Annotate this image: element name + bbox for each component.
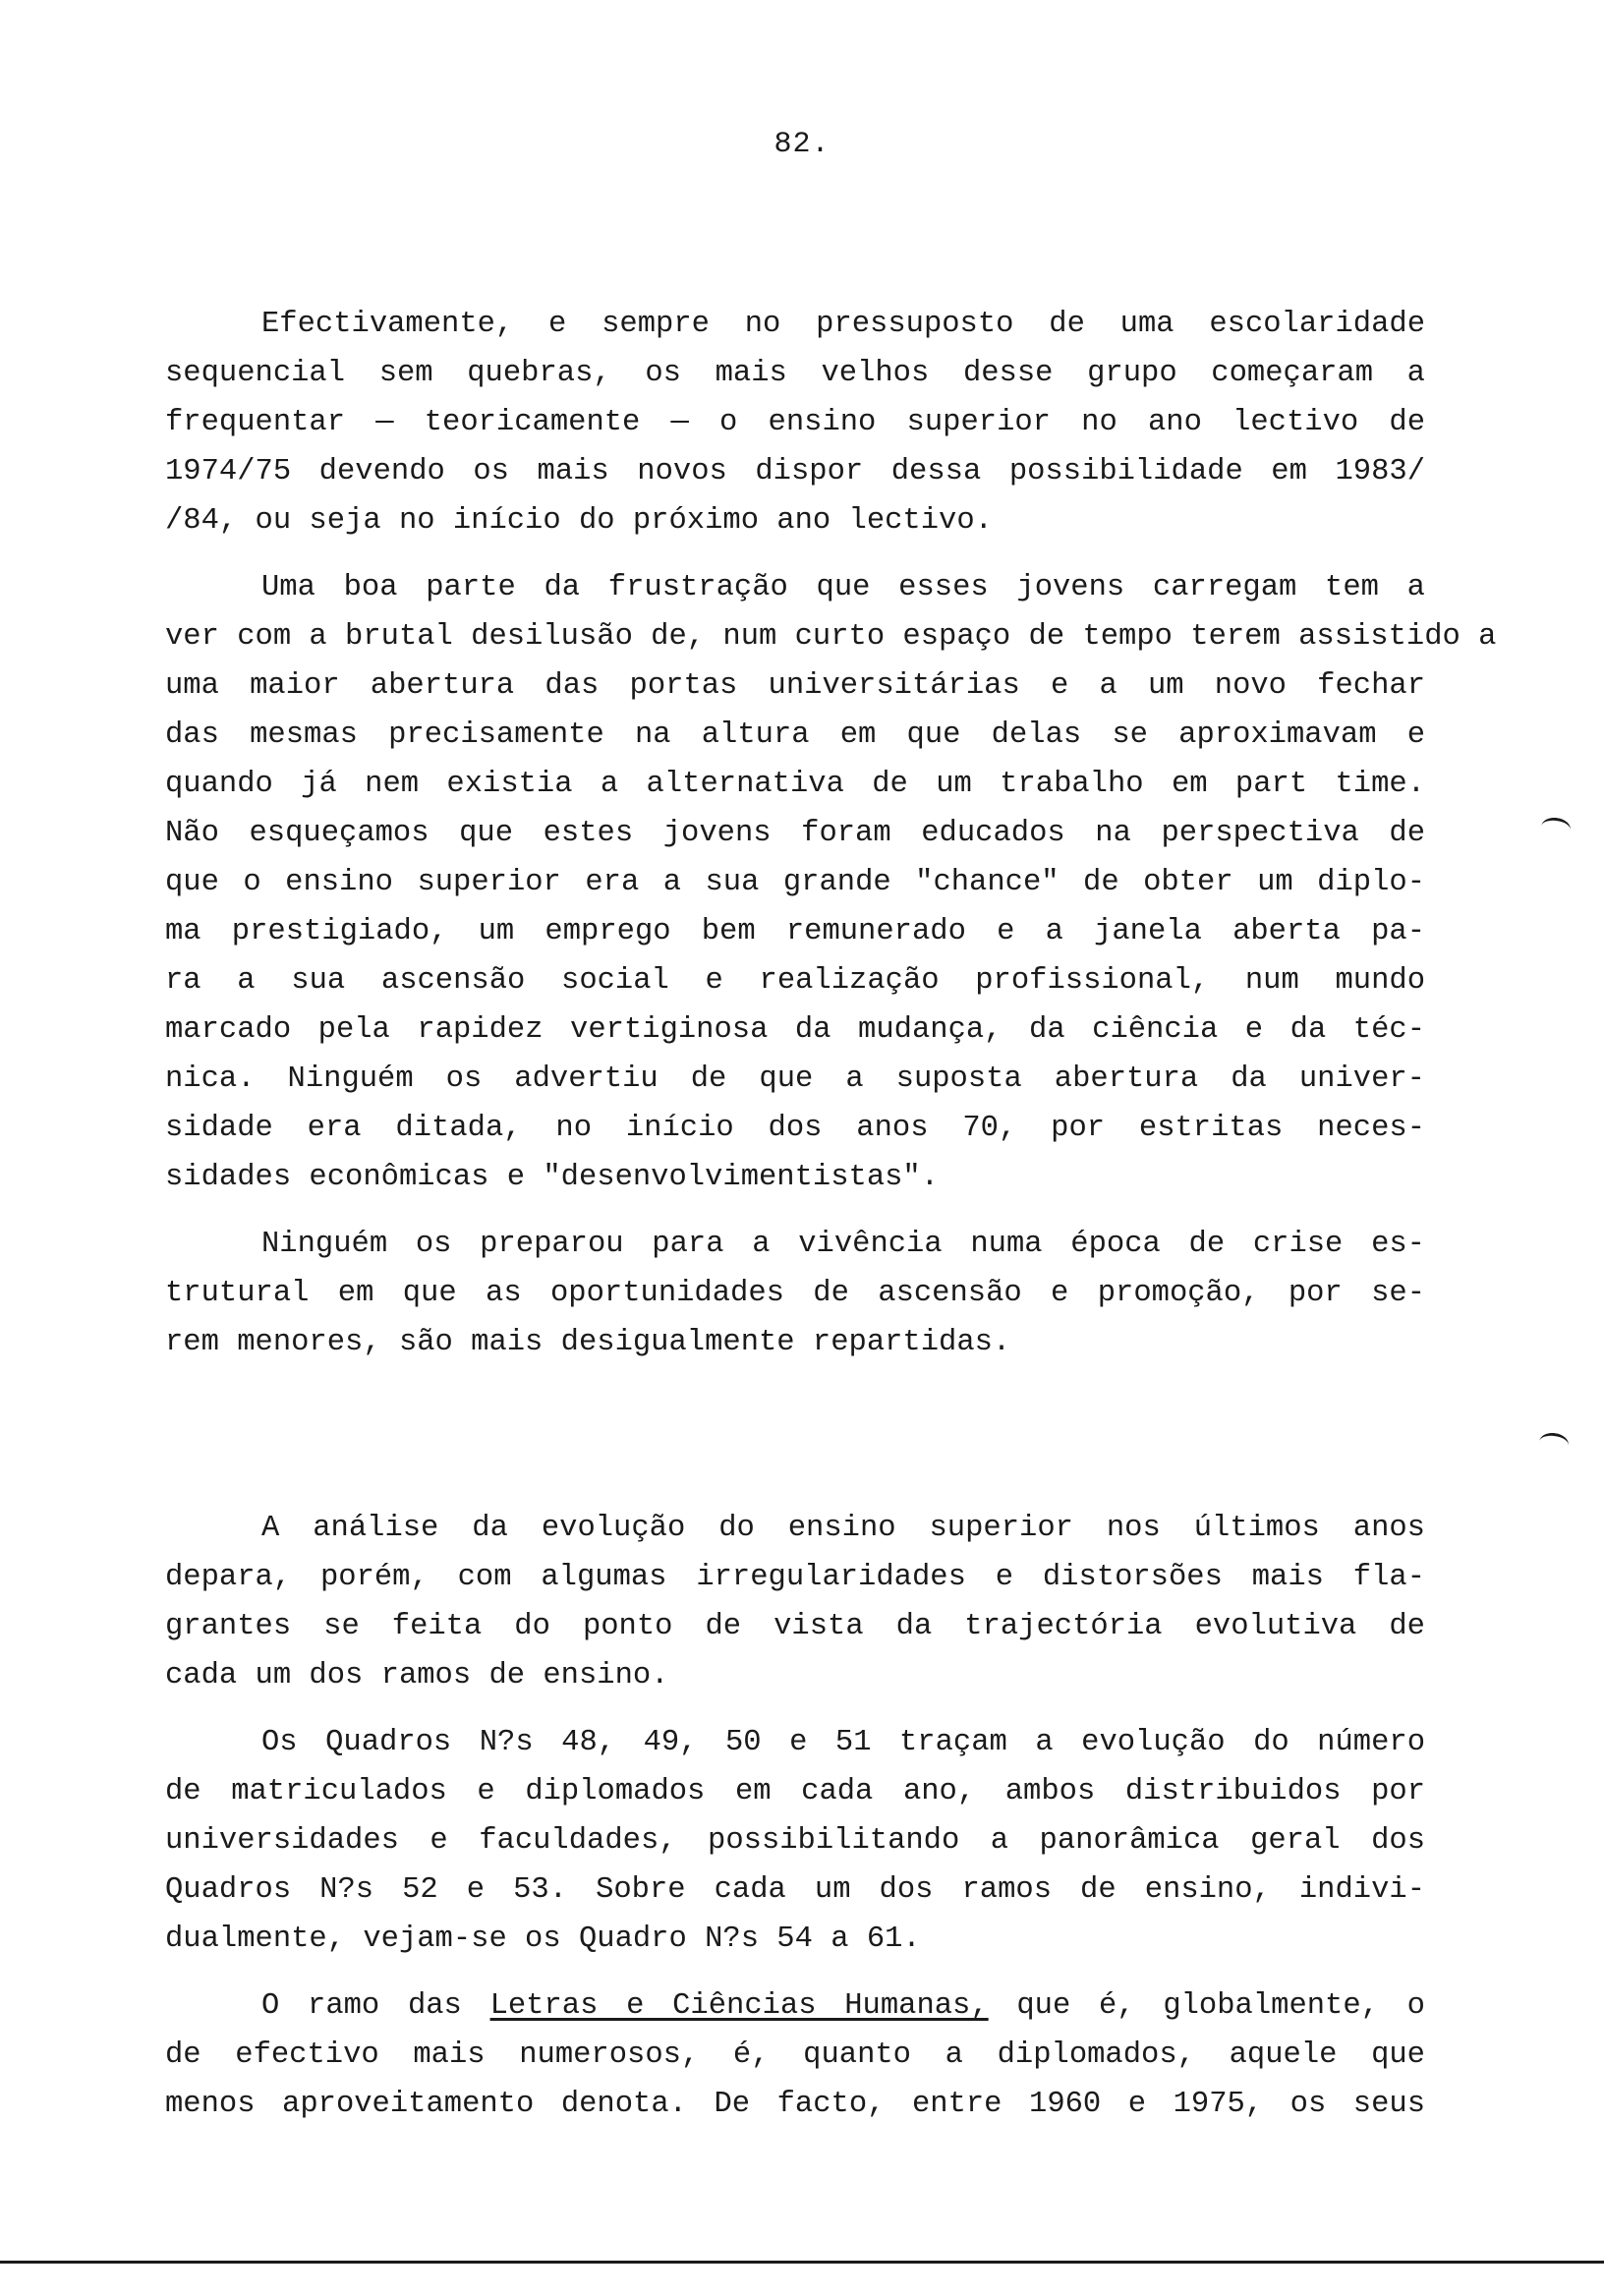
paragraph <box>165 1504 1425 1700</box>
text-line: dualmente, vejam-se os Quadro N?s 54 a 61. <box>165 1923 921 1956</box>
text-line: marcado pela rapidez vertiginosa da mudança, da ciência e da téc- <box>165 1013 1425 1047</box>
paragraph <box>165 1718 1425 1964</box>
text-line: que o ensino superior era a sua grande "chance" de obter um diplo- <box>165 866 1425 899</box>
text-line <box>165 1981 1425 2031</box>
text-line: menos aproveitamento denota. De facto, entre 1960 e 1975, os seus <box>165 2088 1425 2121</box>
page-number: 82. <box>773 128 831 161</box>
text-line: trutural em que as oportunidades de ascensão e promoção, por se- <box>165 1277 1425 1310</box>
text-line: Efectivamente, e sempre no pressuposto de uma escolaridade <box>261 308 1425 341</box>
paragraph <box>165 563 1497 1202</box>
text-line: universidades e faculdades, possibilitando a panorâmica geral dos <box>165 1824 1425 1858</box>
text-line: ma prestigiado, um emprego bem remunerado e a janela aberta pa- <box>165 915 1425 948</box>
paragraph <box>165 1220 1425 1367</box>
text-line: A análise da evolução do ensino superior nos últimos anos <box>261 1512 1425 1545</box>
text-line: uma maior abertura das portas universitárias e a um novo fechar <box>165 669 1425 703</box>
text-line: Ninguém os preparou para a vivência numa época de crise es- <box>261 1228 1425 1261</box>
text-line: Uma boa parte da frustração que esses jovens carregam tem a <box>261 571 1425 604</box>
text-line: sequencial sem quebras, os mais velhos desse grupo começaram a <box>165 357 1425 390</box>
text-line: /84, ou seja no início do próximo ano lectivo. <box>165 504 993 538</box>
text-line: frequentar — teoricamente — o ensino superior no ano lectivo de <box>165 406 1425 439</box>
text-line: depara, porém, com algumas irregularidades e distorsões mais fla- <box>165 1561 1425 1594</box>
text-line: Os Quadros N?s 48, 49, 50 e 51 traçam a evolução do número <box>261 1726 1425 1759</box>
text-line: Quadros N?s 52 e 53. Sobre cada um dos ramos de ensino, indivi- <box>165 1873 1425 1907</box>
paragraph <box>165 1981 1425 2129</box>
margin-mark <box>1540 816 1573 840</box>
text-line: rem menores, são mais desigualmente repartidas. <box>165 1326 1011 1359</box>
text-line: das mesmas precisamente na altura em que delas se aproximavam e <box>165 718 1425 752</box>
text-line: sidade era ditada, no início dos anos 70, por estritas neces- <box>165 1112 1425 1145</box>
text-line: Não esqueçamos que estes jovens foram educados na perspectiva de <box>165 817 1425 850</box>
underlined-term: Letras e Ciências Humanas, <box>489 1989 989 2023</box>
text-block-upper <box>165 300 1497 1385</box>
text-segment: O ramo das <box>261 1989 490 2023</box>
text-line: nica. Ninguém os advertiu de que a suposta abertura da univer- <box>165 1062 1425 1096</box>
text-line: 1974/75 devendo os mais novos dispor dessa possibilidade em 1983/ <box>165 455 1425 488</box>
margin-mark <box>1538 1431 1571 1456</box>
text-line: de matriculados e diplomados em cada ano, ambos distribuidos por <box>165 1775 1425 1808</box>
bottom-rule <box>0 2261 1604 2264</box>
text-line: cada um dos ramos de ensino. <box>165 1659 669 1693</box>
text-line: quando já nem existia a alternativa de um trabalho em part time. <box>165 768 1425 801</box>
text-segment: que é, globalmente, o <box>988 1989 1425 2023</box>
paragraph <box>165 300 1425 545</box>
text-line: ver com a brutal desilusão de, num curto espaço de tempo terem assistido a <box>165 620 1497 654</box>
text-line: grantes se feita do ponto de vista da trajectória evolutiva de <box>165 1610 1425 1643</box>
text-line: ra a sua ascensão social e realização profissional, num mundo <box>165 964 1425 998</box>
text-line: de efectivo mais numerosos, é, quanto a diplomados, aquele que <box>165 2038 1425 2072</box>
text-line: sidades econômicas e "desenvolvimentistas". <box>165 1161 940 1194</box>
text-block-lower <box>165 1504 1425 2147</box>
